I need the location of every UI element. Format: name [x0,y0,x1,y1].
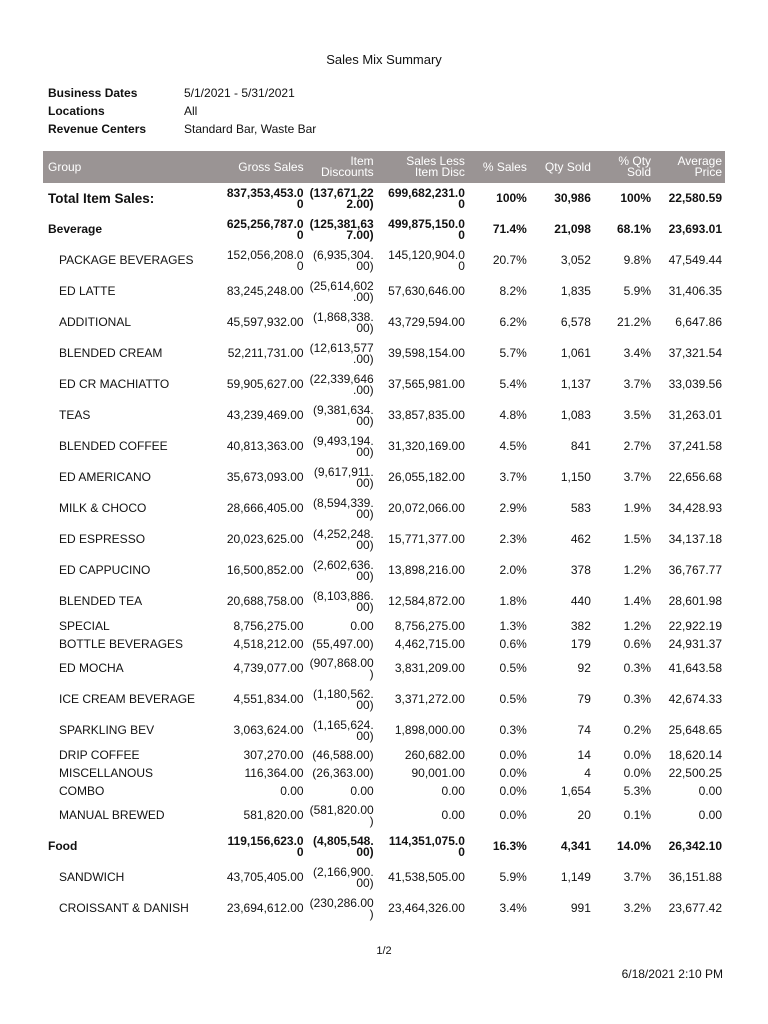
cell-average-price: 34,428.93 [668,501,722,515]
cell-item-discounts: (26,363.00) [312,765,374,780]
cell-qty-sold: 583 [570,501,591,515]
cell-qty-sold: 179 [570,636,591,651]
meta-label: Revenue Centers [48,122,147,136]
cell-qty-sold: 79 [577,692,591,706]
table-row-subtotal [43,214,725,245]
cell-group: BLENDED CREAM [59,346,163,360]
col-group: Group [43,151,214,183]
cell-qty-sold: 1,149 [560,870,591,884]
cell-pct-qty-sold: 9.8% [623,253,652,267]
cell-pct-qty-sold: 5.3% [623,783,652,798]
cell-pct-sales: 2.3% [499,532,527,546]
cell-pct-qty-sold: 0.2% [623,723,652,737]
cell-gross-sales: 0.00 [280,783,304,798]
cell-gross-sales: 119,156,623.0 0 [227,833,304,859]
table-row [43,245,725,276]
cell-qty-sold: 841 [570,439,591,453]
cell-item-discounts: (1,180,562. 00) [312,686,374,712]
cell-sales-less-disc: 3,831,209.00 [394,661,465,675]
cell-qty-sold: 382 [570,618,591,633]
printed-timestamp: 6/18/2021 2:10 PM [621,967,723,981]
cell-average-price: 26,342.10 [668,839,722,853]
table-row [43,653,725,684]
cell-average-price: 23,693.01 [668,222,722,236]
cell-gross-sales: 52,211,731.00 [227,346,304,360]
cell-item-discounts: (9,381,634. 00) [312,402,374,428]
meta-label: Business Dates [48,86,138,100]
table-row [43,764,725,782]
cell-pct-sales: 3.4% [499,901,527,915]
cell-qty-sold: 1,150 [560,470,591,484]
col-item-discounts: Item Discounts [307,151,377,183]
cell-group: CROISSANT & DANISH [59,901,189,915]
cell-group: BLENDED COFFEE [59,439,168,453]
table-row [43,715,725,746]
page-number: 1/2 [376,945,392,957]
cell-average-price: 33,039.56 [668,377,722,391]
cell-sales-less-disc: 31,320,169.00 [388,439,465,453]
cell-sales-less-disc: 13,898,216.00 [388,563,465,577]
cell-sales-less-disc: 33,857,835.00 [388,408,465,422]
cell-qty-sold: 4 [584,765,591,780]
table-row [43,746,725,764]
cell-gross-sales: 83,245,248.00 [226,284,304,298]
table-row [43,782,725,800]
cell-item-discounts: (1,868,338. 00) [312,309,374,335]
cell-group: ED MOCHA [59,661,124,675]
cell-average-price: 0.00 [698,808,722,822]
cell-average-price: 0.00 [698,783,722,798]
sales-mix-table [43,151,725,924]
cell-sales-less-disc: 90,001.00 [411,765,465,780]
cell-sales-less-disc: 12,584,872.00 [388,594,465,608]
cell-qty-sold: 1,835 [560,284,591,298]
cell-item-discounts: (25,614,602 .00) [309,278,374,304]
cell-item-discounts: (2,166,900. 00) [312,864,374,890]
cell-pct-sales: 0.0% [499,747,527,762]
cell-item-discounts: (22,339,646 .00) [309,371,374,397]
cell-pct-sales: 5.9% [499,870,527,884]
col-gross-sales: Gross Sales [214,151,307,183]
cell-group: ED ESPRESSO [59,532,146,546]
cell-gross-sales: 43,705,405.00 [226,870,304,884]
cell-group: COMBO [59,783,105,798]
cell-average-price: 6,647.86 [675,315,722,329]
table-row [43,800,725,831]
cell-pct-sales: 2.0% [499,563,527,577]
cell-group: ED CR MACHIATTO [59,377,170,391]
cell-pct-qty-sold: 0.1% [623,808,652,822]
cell-sales-less-disc: 114,351,075.0 0 [388,833,465,859]
cell-sales-less-disc: 23,464,326.00 [388,901,465,915]
col-qty-sold: Qty Sold [530,151,594,183]
cell-pct-sales: 100% [496,191,527,205]
cell-group: BLENDED TEA [59,594,143,608]
cell-average-price: 18,620.14 [668,747,722,762]
cell-item-discounts: (46,588.00) [312,747,374,762]
cell-pct-sales: 1.3% [499,618,527,633]
table-row [43,462,725,493]
table-row [43,493,725,524]
cell-gross-sales: 625,256,787.0 0 [226,216,304,242]
cell-item-discounts: 0.00 [350,618,374,633]
cell-qty-sold: 21,098 [554,222,591,236]
cell-item-discounts: (1,165,624. 00) [312,717,374,743]
cell-gross-sales: 3,063,624.00 [233,723,304,737]
cell-pct-sales: 20.7% [492,253,527,267]
cell-item-discounts: (907,868.00 ) [309,655,374,681]
cell-sales-less-disc: 41,538,505.00 [388,870,465,884]
cell-pct-qty-sold: 3.4% [623,346,652,360]
table-row-subtotal [43,831,725,862]
cell-gross-sales: 43,239,469.00 [226,408,304,422]
cell-pct-sales: 0.6% [499,636,527,651]
cell-sales-less-disc: 1,898,000.00 [394,723,465,737]
cell-average-price: 47,549.44 [668,253,722,267]
cell-average-price: 41,643.58 [668,661,722,675]
cell-average-price: 42,674.33 [668,692,722,706]
col-pct-sales: % Sales [468,151,530,183]
cell-gross-sales: 23,694,612.00 [226,901,304,915]
cell-gross-sales: 116,364.00 [244,765,304,780]
cell-average-price: 22,580.59 [668,191,722,205]
table-row [43,400,725,431]
cell-pct-qty-sold: 3.5% [623,408,652,422]
table-row [43,555,725,586]
cell-sales-less-disc: 0.00 [441,783,465,798]
cell-pct-qty-sold: 68.1% [617,222,652,236]
cell-item-discounts: (55,497.00) [312,636,374,651]
cell-gross-sales: 4,739,077.00 [233,661,304,675]
table-row [43,862,725,893]
table-row [43,586,725,617]
cell-pct-sales: 4.8% [499,408,527,422]
cell-item-discounts: (8,103,886. 00) [312,588,374,614]
cell-qty-sold: 1,083 [560,408,591,422]
cell-pct-qty-sold: 3.7% [623,470,652,484]
cell-average-price: 36,767.77 [668,563,722,577]
cell-pct-sales: 71.4% [492,222,527,236]
cell-qty-sold: 1,061 [560,346,591,360]
cell-group: Beverage [48,222,103,236]
cell-qty-sold: 1,654 [560,783,591,798]
cell-pct-sales: 5.4% [499,377,527,391]
cell-pct-qty-sold: 3.7% [623,870,652,884]
cell-group: DRIP COFFEE [59,747,140,762]
cell-group: Total Item Sales: [48,191,155,206]
cell-sales-less-disc: 499,875,150.0 0 [388,216,465,242]
cell-pct-sales: 6.2% [499,315,527,329]
cell-sales-less-disc: 0.00 [441,808,465,822]
cell-pct-qty-sold: 0.3% [623,692,652,706]
cell-pct-qty-sold: 1.4% [623,594,652,608]
cell-group: PACKAGE BEVERAGES [59,253,194,267]
cell-item-discounts: (4,252,248. 00) [312,526,374,552]
col-sales-less-disc: Sales Less Item Disc [377,151,468,183]
cell-pct-qty-sold: 5.9% [623,284,652,298]
cell-pct-sales: 0.5% [499,661,527,675]
cell-pct-qty-sold: 1.5% [623,532,652,546]
meta-label: Locations [48,104,105,118]
cell-pct-qty-sold: 14.0% [617,839,652,853]
cell-qty-sold: 3,052 [560,253,591,267]
cell-gross-sales: 20,688,758.00 [226,594,304,608]
cell-gross-sales: 45,597,932.00 [226,315,304,329]
cell-item-discounts: (9,617,911. 00) [313,464,374,490]
table-row [43,338,725,369]
table-row [43,369,725,400]
cell-group: Food [48,839,78,853]
cell-group: ED AMERICANO [59,470,152,484]
cell-gross-sales: 59,905,627.00 [226,377,304,391]
cell-item-discounts: (8,594,339. 00) [312,495,374,521]
cell-pct-sales: 5.7% [499,346,527,360]
cell-gross-sales: 16,500,852.00 [226,563,304,577]
cell-pct-sales: 16.3% [492,839,527,853]
cell-group: SANDWICH [59,870,125,884]
cell-qty-sold: 30,986 [554,191,591,205]
cell-sales-less-disc: 20,072,066.00 [388,501,465,515]
cell-qty-sold: 92 [577,661,591,675]
cell-pct-sales: 0.0% [499,783,527,798]
cell-group: ED LATTE [59,284,116,298]
cell-sales-less-disc: 8,756,275.00 [394,618,465,633]
cell-group: TEAS [59,408,91,422]
cell-item-discounts: (12,613,577 .00) [309,340,374,366]
meta-value: All [184,104,198,118]
cell-pct-qty-sold: 0.0% [623,765,652,780]
cell-gross-sales: 837,353,453.0 0 [226,185,304,211]
cell-pct-qty-sold: 0.6% [623,636,652,651]
cell-pct-sales: 0.0% [499,808,527,822]
cell-sales-less-disc: 37,565,981.00 [388,377,465,391]
cell-item-discounts: (4,805,548. 00) [312,833,374,859]
table-row [43,431,725,462]
cell-average-price: 37,241.58 [668,439,722,453]
cell-group: ICE CREAM BEVERAGE [59,692,196,706]
cell-qty-sold: 1,137 [560,377,591,391]
cell-group: MANUAL BREWED [59,808,165,822]
meta-value: Standard Bar, Waste Bar [184,122,317,136]
cell-average-price: 28,601.98 [668,594,722,608]
cell-item-discounts: (581,820.00 ) [309,802,374,828]
table-row [43,307,725,338]
table-row-subtotal [43,183,725,214]
cell-average-price: 31,406.35 [668,284,722,298]
cell-average-price: 23,677.42 [668,901,722,915]
table-header-row [43,151,725,183]
cell-pct-sales: 0.0% [499,765,527,780]
cell-group: MILK & CHOCO [59,501,147,515]
cell-qty-sold: 378 [570,563,591,577]
col-average-price: Average Price [654,151,725,183]
cell-pct-sales: 2.9% [499,501,527,515]
report-title: Sales Mix Summary [326,52,442,67]
meta-value: 5/1/2021 - 5/31/2021 [184,86,295,100]
cell-pct-qty-sold: 21.2% [617,315,652,329]
cell-group: ED CAPPUCINO [59,563,151,577]
cell-average-price: 34,137.18 [668,532,722,546]
cell-gross-sales: 8,756,275.00 [233,618,304,633]
cell-average-price: 24,931.37 [668,636,722,651]
cell-qty-sold: 6,578 [560,315,591,329]
cell-gross-sales: 20,023,625.00 [226,532,304,546]
table-row [43,524,725,555]
cell-group: BOTTLE BEVERAGES [59,636,184,651]
cell-qty-sold: 4,341 [560,839,591,853]
table-body [43,183,725,924]
cell-pct-qty-sold: 3.7% [623,377,652,391]
cell-gross-sales: 4,518,212.00 [233,636,304,651]
cell-qty-sold: 74 [577,723,591,737]
cell-gross-sales: 35,673,093.00 [226,470,304,484]
cell-average-price: 25,648.65 [668,723,722,737]
cell-group: SPARKLING BEV [59,723,155,737]
table-row [43,617,725,635]
cell-item-discounts: (125,381,63 7.00) [309,216,374,242]
col-pct-qty-sold: % Qty Sold [594,151,654,183]
cell-average-price: 31,263.01 [668,408,722,422]
cell-average-price: 22,500.25 [668,765,722,780]
cell-gross-sales: 152,056,208.0 0 [226,247,304,273]
table-row [43,684,725,715]
cell-pct-qty-sold: 1.2% [623,563,652,577]
cell-sales-less-disc: 699,682,231.0 0 [388,185,465,211]
cell-pct-qty-sold: 0.0% [623,747,652,762]
table-row [43,276,725,307]
cell-pct-sales: 1.8% [499,594,527,608]
cell-item-discounts: (230,286.00 ) [309,895,374,921]
cell-gross-sales: 307,270.00 [243,747,304,762]
cell-average-price: 37,321.54 [668,346,722,360]
cell-item-discounts: 0.00 [350,783,374,798]
cell-sales-less-disc: 43,729,594.00 [388,315,465,329]
cell-item-discounts: (137,671,22 2.00) [309,185,374,211]
cell-qty-sold: 462 [570,532,591,546]
cell-group: SPECIAL [59,618,110,633]
cell-pct-qty-sold: 100% [620,191,652,205]
cell-average-price: 22,656.68 [668,470,722,484]
cell-qty-sold: 991 [570,901,591,915]
cell-pct-qty-sold: 1.9% [623,501,652,515]
cell-group: ADDITIONAL [59,315,132,329]
cell-qty-sold: 440 [570,594,591,608]
cell-sales-less-disc: 39,598,154.00 [388,346,465,360]
cell-pct-sales: 0.3% [499,723,527,737]
cell-qty-sold: 14 [577,747,591,762]
cell-sales-less-disc: 260,682.00 [404,747,465,762]
cell-sales-less-disc: 4,462,715.00 [394,636,465,651]
cell-pct-qty-sold: 0.3% [623,661,652,675]
cell-sales-less-disc: 3,371,272.00 [394,692,465,706]
cell-group: MISCELLANOUS [59,765,154,780]
cell-gross-sales: 581,820.00 [243,808,304,822]
cell-pct-qty-sold: 3.2% [623,901,652,915]
cell-gross-sales: 28,666,405.00 [226,501,304,515]
cell-sales-less-disc: 145,120,904.0 0 [388,247,465,273]
cell-pct-sales: 8.2% [499,284,527,298]
cell-pct-sales: 0.5% [499,692,527,706]
cell-pct-sales: 4.5% [499,439,527,453]
cell-item-discounts: (2,602,636. 00) [312,557,374,583]
cell-sales-less-disc: 57,630,646.00 [388,284,465,298]
table-row [43,635,725,653]
cell-average-price: 22,922.19 [668,618,722,633]
table-row [43,893,725,924]
cell-pct-qty-sold: 1.2% [623,618,652,633]
cell-item-discounts: (6,935,304. 00) [312,247,374,273]
cell-gross-sales: 40,813,363.00 [226,439,304,453]
cell-gross-sales: 4,551,834.00 [233,692,304,706]
cell-pct-qty-sold: 2.7% [623,439,652,453]
cell-pct-sales: 3.7% [499,470,527,484]
cell-item-discounts: (9,493,194. 00) [312,433,374,459]
cell-sales-less-disc: 26,055,182.00 [388,470,465,484]
cell-sales-less-disc: 15,771,377.00 [388,532,465,546]
cell-qty-sold: 20 [577,808,591,822]
cell-average-price: 36,151.88 [668,870,722,884]
